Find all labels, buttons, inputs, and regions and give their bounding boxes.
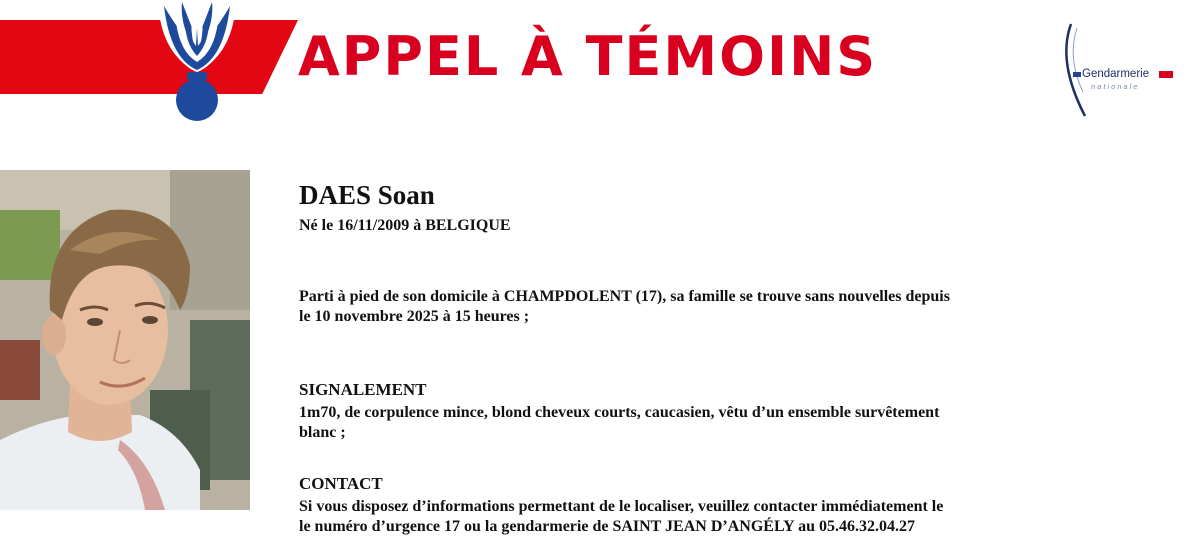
page-title: APPEL À TÉMOINS [298, 25, 878, 88]
gendarmerie-nationale-logo [1055, 22, 1180, 122]
person-photo [0, 170, 250, 510]
birth-info: Né le 16/11/2009 à BELGIQUE [299, 217, 511, 234]
header-red-band [0, 20, 298, 94]
description-line: 1m70, de corpulence mince, blond cheveux courts, caucasien, vêtu d’un ensemble survêtement [299, 404, 940, 421]
contact-heading: CONTACT [299, 474, 383, 493]
description-heading: SIGNALEMENT [299, 380, 427, 399]
logo-name: Gendarmerie [1082, 68, 1150, 80]
contact-line: Si vous disposez d’informations permettant de le localiser, veuillez contacter immédiatement le [299, 498, 944, 515]
disappearance-line: le 10 novembre 2025 à 15 heures ; [299, 308, 530, 325]
logo-flag-red [1159, 71, 1173, 78]
contact-line: le numéro d’urgence 17 ou la gendarmerie de SAINT JEAN D’ANGÉLY au 05.46.32.04.27 [299, 518, 916, 535]
disappearance-line: Parti à pied de son domicile à CHAMPDOLENT (17), sa famille se trouve sans nouvelles depuis [299, 288, 950, 305]
contact-paragraph [299, 497, 1099, 537]
logo-flag-blue [1073, 72, 1081, 77]
description-paragraph [299, 403, 1099, 443]
description-line: blanc ; [299, 424, 346, 441]
disappearance-paragraph [299, 287, 1099, 327]
gendarmerie-flame-icon [150, 0, 245, 125]
logo-subtitle: nationale [1091, 82, 1140, 91]
person-name: DAES Soan [299, 180, 435, 210]
